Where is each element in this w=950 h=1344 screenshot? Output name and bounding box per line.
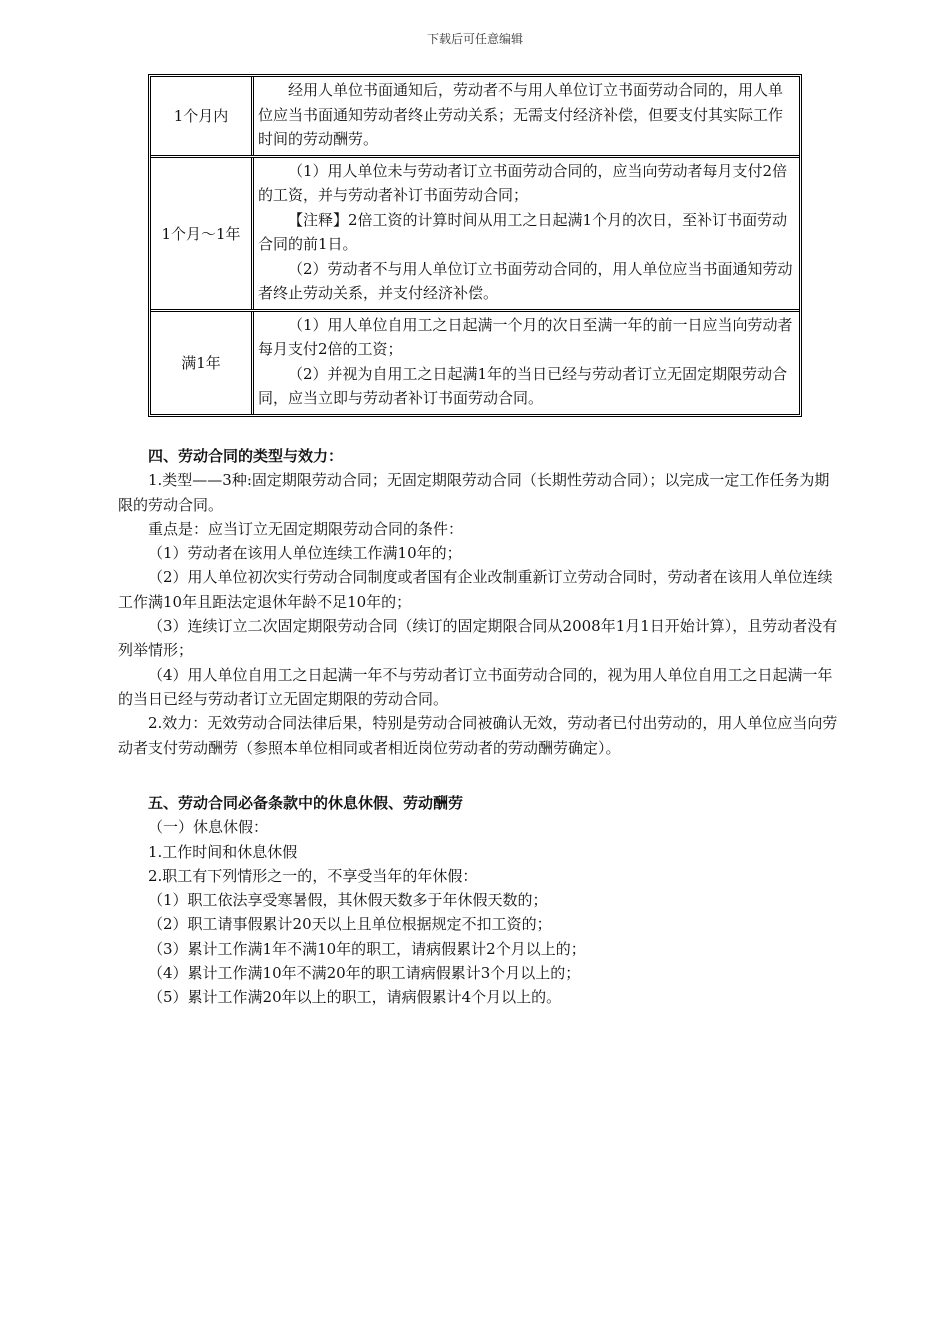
subsection-title: （一）休息休假： [148,818,269,837]
period-cell: 1个月内 [151,77,254,155]
page-header: 下载后可任意编辑 [426,32,523,46]
description-paragraph: 经用人单位书面通知后，劳动者不与用人单位订立书面劳动合同的，用人单位应当书面通知劳动者终止劳动关系；无需支付经济补偿，但要支付其实际工作时间的劳动酬劳。 [258,81,784,148]
description-cell [254,158,799,309]
description-paragraph: （1）用人单位自用工之日起满一个月的次日至满一年的前一日应当向劳动者每月支付2倍的工资； [258,315,793,358]
list-item: （2）用人单位初次实行劳动合同制度或者国有企业改制重新订立劳动合同时，劳动者在该用人单位连续工作满10年且距法定退休年龄不足10年的； [118,568,833,611]
table-row [151,158,799,312]
list-item: （2）职工请事假累计20天以上且单位根据规定不扣工资的； [148,915,552,934]
list-item: （4）用人单位自用工之日起满一年不与劳动者订立书面劳动合同的，视为用人单位自用工之日起满一年的当日已经与劳动者订立无固定期限的劳动合同。 [118,665,833,708]
list-item: （1）职工依法享受寒暑假，其休假天数多于年休假天数的； [148,891,548,910]
list-item: （3）连续订立二次固定期限劳动合同（续订的固定期限合同从2008年1月1日开始计算），且劳动者没有列举情形； [118,617,838,660]
list-item: （1）劳动者在该用人单位连续工作满10年的； [148,544,462,563]
contract-types: 1.类型——3种:固定期限劳动合同；无固定期限劳动合同（长期性劳动合同）；以完成一定工作任务为期限的劳动合同。 [118,471,830,514]
description-paragraph: （1）用人单位未与劳动者订立书面劳动合同的，应当向劳动者每月支付2倍的工资，并与劳动者补订书面劳动合同； [258,161,788,204]
period-cell: 满1年 [151,312,254,414]
list-item: （5）累计工作满20年以上的职工，请病假累计4个月以上的。 [148,988,562,1007]
section-5 [118,791,838,1010]
description-cell [254,312,799,414]
text-line: 1.工作时间和休息休假 [148,842,298,861]
section-4 [118,444,838,760]
description-paragraph: 【注释】2倍工资的计算时间从用工之日起满1个月的次日，至补订书面劳动合同的前1日。 [258,210,788,253]
list-item: （3）累计工作满1年不满10年的职工，请病假累计2个月以上的； [148,939,586,958]
section-title: 四、劳动合同的类型与效力： [148,447,344,465]
contract-effect: 2.效力：无效劳动合同法律后果，特别是劳动合同被确认无效，劳动者已付出劳动的，用人单位应当向劳动者支付劳动酬劳（参照本单位相同或者相近岗位劳动者的劳动酬劳确定）。 [118,714,838,757]
period-cell: 1个月～1年 [151,158,254,309]
description-paragraph: （2）并视为自用工之日起满1年的当日已经与劳动者订立无固定期限劳动合同，应当立即与劳动者补订书面劳动合同。 [258,364,788,407]
table-row [151,77,799,158]
section-title: 五、劳动合同必备条款中的休息休假、劳动酬劳 [148,794,464,812]
table-row [151,312,799,414]
text-line: 2.职工有下列情形之一的，不享受当年的年休假： [148,866,478,885]
description-cell [254,77,799,155]
list-item: （4）累计工作满10年不满20年的职工请病假累计3个月以上的； [148,964,581,983]
contract-table [148,74,802,417]
description-paragraph: （2）劳动者不与用人单位订立书面劳动合同的，用人单位应当书面通知劳动者终止劳动关系，并支付经济补偿。 [258,259,793,302]
key-point: 重点是：应当订立无固定期限劳动合同的条件： [148,519,464,538]
